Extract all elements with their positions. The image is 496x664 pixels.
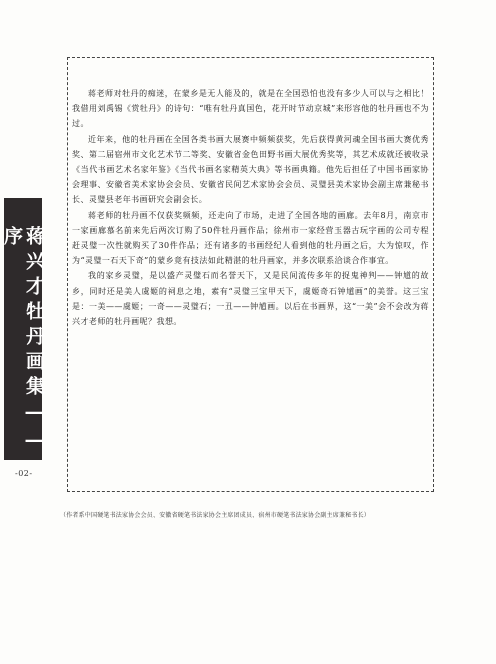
paragraph: 近年来，他的牡丹画在全国各类书画大展赛中频频获奖，先后获得黄河魂全国书画大赛优秀奖、第二届宿州市文化艺术节二等奖、安徽省金色田野书画大展优秀奖等，其艺术成就还被收录《当代书画艺术名家年鉴》《当代书画名家精英大典》等书画典籍。他先后担任了中国书画家协会理事、安徽省美术家协会会员、安徽省民间艺术家协会会员、灵璧县美术家协会副主席兼秘书长、灵璧县老年书画研究会副会长。 xyxy=(72,134,429,205)
book-title-vertical: 蒋兴才牡丹画集——序 xyxy=(1,226,45,457)
paragraph: 蒋老师的牡丹画不仅获奖频频，还走向了市场，走进了全国各地的画廊。去年8月，南京市一家画廊慕名前来先后两次订购了50件牡丹画作品；徐州市一家经营玉器古玩字画的公司专程赶灵璧一次性就购买了30件作品；还有诸多的书画经纪人看到他的牡丹画之后，大为惊叹，作为“灵璧一石天下奇”的蒙乡竟有技法如此精湛的牡丹画家，并多次联系洽谈合作事宜。 xyxy=(72,210,429,266)
paragraph: 蒋老师对牡丹的痴迷，在蒙乡是无人能及的，就是在全国恐怕也没有多少人可以与之相比！我借用刘禹锡《赏牡丹》的诗句：“唯有牡丹真国色，花开时节动京城”来形容他的牡丹画也不为过。 xyxy=(72,89,429,129)
side-title-tab xyxy=(1,198,45,460)
preface-text xyxy=(72,86,429,329)
page-number: -02- xyxy=(15,469,33,478)
author-note: （作者系中国硬笔书法家协会会员、安徽省硬笔书法家协会主席团成员、宿州市硬笔书法家协会副主席兼秘书长） xyxy=(60,512,371,519)
paragraph: 我的家乡灵璧，是以盛产灵璧石而名誉天下，又是民间流传多年的捉鬼神判——钟馗的故乡，同时还是美人虞姬的祠息之地，素有“灵璧三宝甲天下，虞姬奇石钟馗画”的美誉。这三宝是：一美——虞姬；一奇——灵璧石；一丑——钟馗画。以后在书画界，这“一美”会不会改为蒋兴才老师的牡丹画呢？我想。 xyxy=(72,271,429,327)
